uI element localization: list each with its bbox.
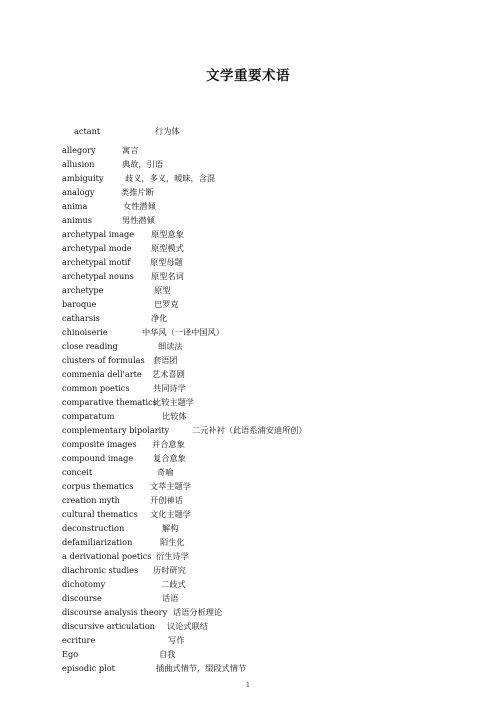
- term-chinese: 陌生化: [160, 537, 185, 547]
- term-chinese: 女性潜倾: [123, 201, 156, 211]
- term-chinese: 净化: [151, 313, 168, 323]
- term-chinese: 典故，引语: [122, 159, 163, 169]
- term-chinese: 自我: [159, 649, 176, 659]
- term-english: defamiliarization: [62, 537, 133, 547]
- term-chinese: 并合意象: [152, 439, 185, 449]
- term-chinese: 文萃主题学: [150, 481, 191, 491]
- term-chinese: 写作: [168, 635, 185, 645]
- term-chinese: 中华风（一译中国风）: [142, 327, 224, 337]
- term-chinese: 比较体: [162, 411, 187, 421]
- term-chinese: 艺术喜剧: [152, 369, 185, 379]
- term-english: discourse analysis theory: [62, 607, 168, 617]
- term-english: comparatum: [62, 411, 115, 421]
- term-english: compound image: [62, 453, 134, 463]
- term-english: archetypal nouns: [62, 271, 134, 281]
- term-english: ambiguity: [62, 173, 104, 183]
- term-chinese: 共同诗学: [153, 383, 186, 393]
- term-english: composite images: [62, 439, 137, 449]
- term-chinese: 开创神话: [150, 495, 183, 505]
- term-english: Ego: [62, 649, 79, 659]
- term-english: discourse: [62, 593, 102, 603]
- term-chinese: 二元补衬（此语系浦安迪所创）: [192, 425, 307, 435]
- term-english: complementary bipolarity: [62, 425, 170, 435]
- term-english: catharsis: [62, 313, 100, 323]
- term-english: episodic plot: [62, 663, 115, 673]
- term-english: archetypal image: [62, 229, 135, 239]
- term-chinese: 原型模式: [151, 243, 184, 253]
- term-chinese: 比较主题学: [153, 397, 194, 407]
- term-english: discursive articulation: [62, 621, 155, 631]
- term-chinese: 议论式联结: [167, 621, 208, 631]
- term-chinese: 男性潜倾: [122, 215, 155, 225]
- term-english: common poetics: [62, 383, 130, 393]
- term-chinese: 歧义，多义，暧昧，含混: [125, 173, 216, 183]
- term-english: comparative thematics: [62, 397, 157, 407]
- term-chinese: 细读法: [158, 341, 183, 351]
- term-english: cultural thematics: [62, 509, 138, 519]
- term-chinese: 巴罗克: [154, 299, 179, 309]
- term-english: clusters of formulas: [62, 355, 145, 365]
- term-english: analogy: [62, 187, 95, 197]
- term-english: anima: [62, 201, 88, 211]
- term-english: allegory: [62, 145, 96, 155]
- term-english: commenia dell'arte: [62, 369, 142, 379]
- term-chinese: 奇喻: [157, 467, 174, 477]
- term-chinese: 衍生诗学: [156, 551, 189, 561]
- term-english: animus: [62, 215, 93, 225]
- term-chinese: 二歧式: [161, 579, 186, 589]
- term-chinese: 插曲式情节，缀段式情节: [156, 663, 247, 673]
- term-english: dichotomy: [62, 579, 106, 589]
- term-english: archetypal motif: [62, 257, 131, 267]
- term-english: ecriture: [62, 635, 96, 645]
- term-english: chinoiserie: [62, 327, 108, 337]
- term-chinese: 解构: [162, 523, 179, 533]
- term-chinese: 套语团: [153, 355, 178, 365]
- term-chinese: 话语分析理论: [173, 607, 223, 617]
- term-chinese: 历时研究: [153, 565, 186, 575]
- term-chinese: 原型意象: [151, 229, 184, 239]
- term-english: corpus thematics: [62, 481, 134, 491]
- term-chinese: 原型: [154, 285, 171, 295]
- page-number: 1: [245, 681, 251, 689]
- term-english: archetype: [62, 285, 104, 295]
- term-chinese: 原型母题: [150, 257, 183, 267]
- term-chinese: 原型名词: [151, 271, 184, 281]
- term-chinese: 复合意象: [153, 453, 186, 463]
- term-chinese: 类推片断: [121, 187, 154, 197]
- page-title: 文学重要术语: [206, 68, 290, 84]
- term-english: creation myth: [62, 495, 120, 505]
- term-chinese: 文化主题学: [150, 509, 191, 519]
- term-english: actant: [74, 126, 101, 136]
- term-english: baroque: [62, 299, 97, 309]
- term-english: close reading: [62, 341, 118, 351]
- term-english: allusion: [62, 159, 95, 169]
- term-chinese: 行为体: [155, 126, 180, 136]
- term-english: a derivational poetics: [62, 551, 152, 561]
- term-english: conceit: [62, 467, 93, 477]
- term-chinese: 话语: [162, 593, 179, 603]
- term-english: deconstruction: [62, 523, 125, 533]
- term-english: archetypal mode: [62, 243, 132, 253]
- term-chinese: 寓言: [122, 145, 139, 155]
- term-english: diachronic studies: [62, 565, 139, 575]
